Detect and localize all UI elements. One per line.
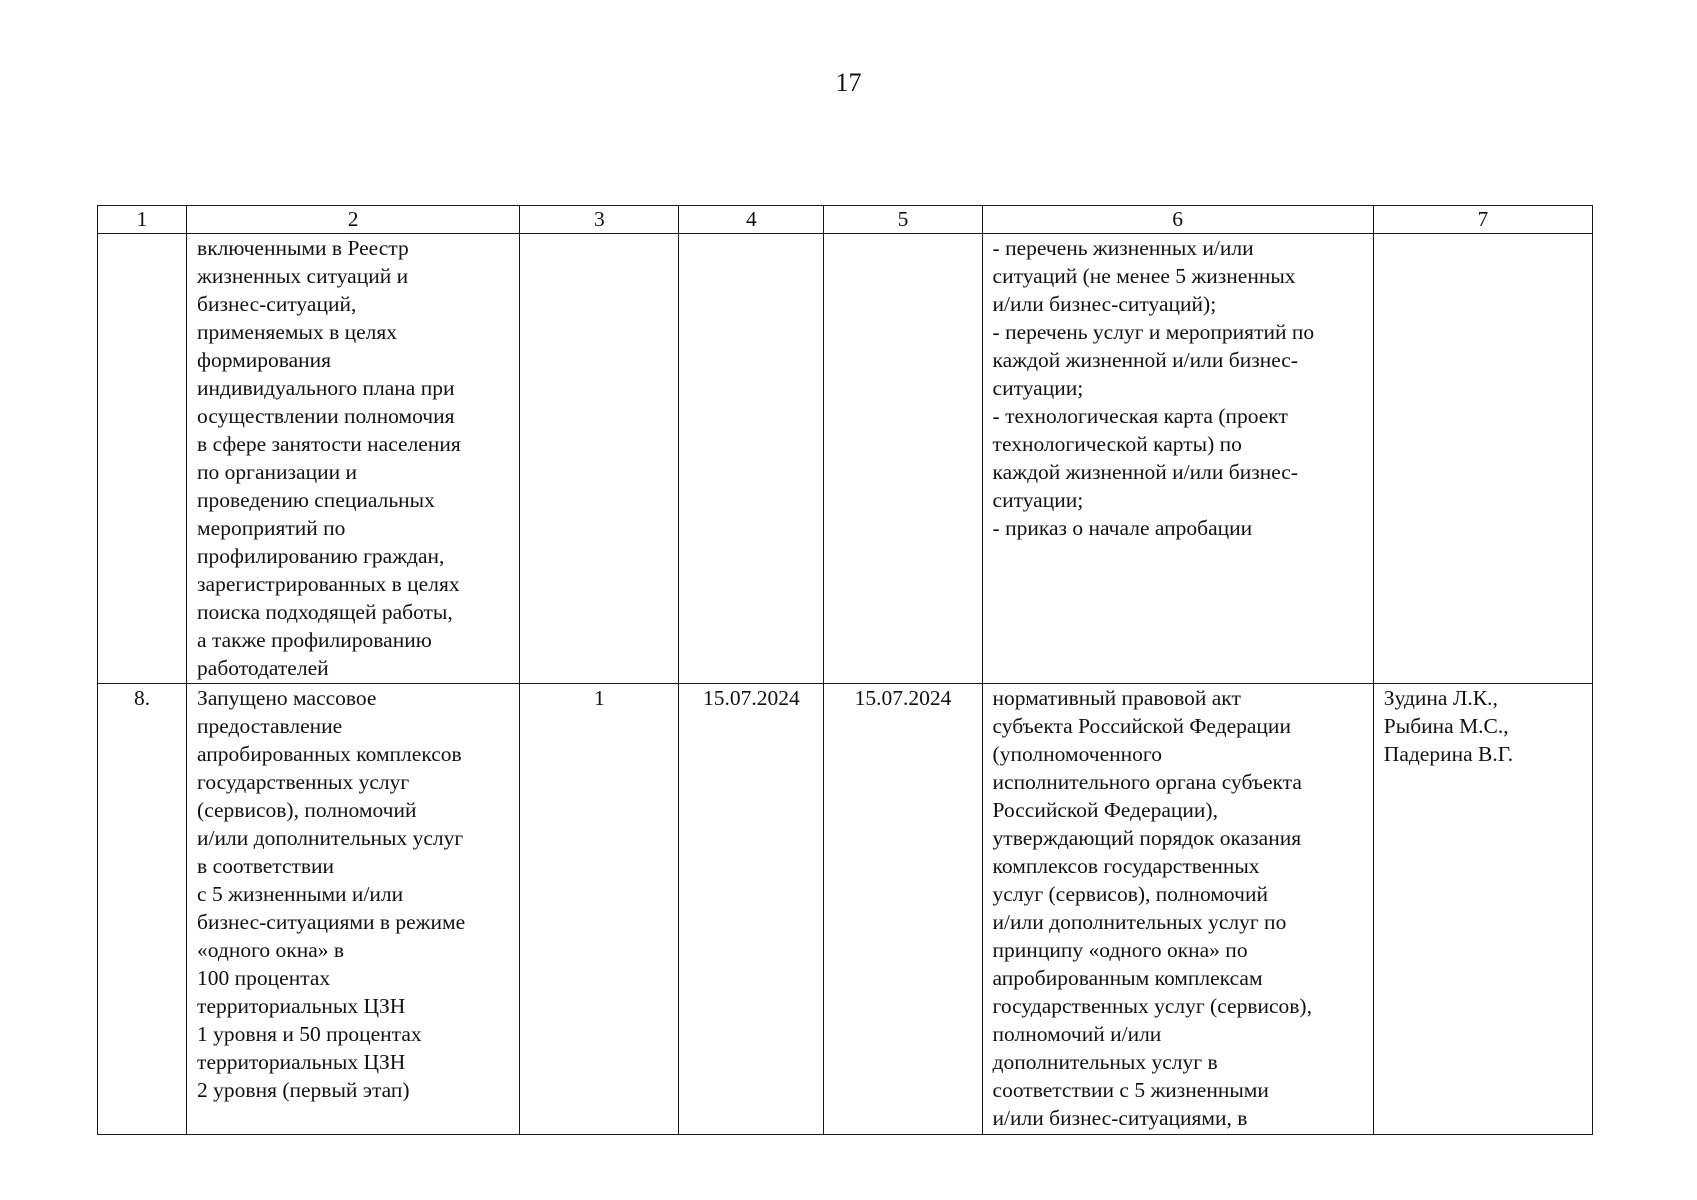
responsible-cell	[1373, 234, 1592, 684]
result-text-line: и/или бизнес-ситуаций);	[992, 292, 1217, 316]
event-text-line: профилированию граждан,	[197, 544, 445, 568]
result-text-line: соответствии с 5 жизненными	[992, 1078, 1269, 1102]
event-text-line: Запущено массовое	[197, 686, 377, 710]
event-text-line: формирования	[197, 348, 332, 372]
event-text-line: территориальных ЦЗН	[197, 994, 406, 1018]
result-text-line: государственных услуг (сервисов),	[992, 994, 1312, 1018]
event-text-line: государственных услуг	[197, 770, 410, 794]
column-header-6: 6	[982, 206, 1373, 234]
event-text-line: мероприятий по	[197, 516, 346, 540]
result-text-line: технологической карты) по	[992, 432, 1242, 456]
column-header-1: 1	[98, 206, 187, 234]
event-text-line: бизнес-ситуациями в режиме	[197, 910, 466, 934]
responsible-cell	[1373, 684, 1592, 1135]
result-text-line: ситуации;	[992, 376, 1084, 400]
page-number: 17	[835, 68, 862, 97]
event-text-line: апробированных комплексов	[197, 742, 462, 766]
event-text-line: работодателей	[197, 656, 329, 680]
level-value: 1	[593, 686, 605, 710]
header-row	[98, 206, 1593, 234]
table-row	[98, 234, 1593, 684]
responsible-person: Падерина В.Г.	[1383, 742, 1514, 766]
result-text-line: (уполномоченного	[992, 742, 1162, 766]
row-number: 8.	[133, 686, 151, 710]
event-text-line: в сфере занятости населения	[197, 432, 461, 456]
event-text-line: (сервисов), полномочий	[197, 798, 417, 822]
result-text-line: нормативный правовой акт	[992, 686, 1241, 710]
responsible-person: Зудина Л.К.,	[1383, 686, 1498, 710]
result-text-line: - перечень жизненных и/или	[992, 236, 1254, 260]
event-text-line: поиска подходящей работы,	[197, 600, 453, 624]
event-text-line: жизненных ситуаций и	[197, 264, 409, 288]
result-cell	[982, 684, 1373, 1135]
start-date-cell	[679, 234, 824, 684]
column-header-4: 4	[679, 206, 824, 234]
event-text-line: индивидуального плана при	[197, 376, 455, 400]
result-text-line: исполнительного органа субъекта	[992, 770, 1302, 794]
event-text-line: бизнес-ситуаций,	[197, 292, 357, 316]
result-text-line: полномочий и/или	[992, 1022, 1162, 1046]
result-text-line: каждой жизненной и/или бизнес-	[992, 460, 1298, 484]
column-header-2: 2	[187, 206, 520, 234]
event-text-line: территориальных ЦЗН	[197, 1050, 406, 1074]
end-date-cell	[824, 684, 982, 1135]
event-text-line: осуществлении полномочия	[197, 404, 455, 428]
result-text-line: Российской Федерации),	[992, 798, 1218, 822]
result-text-line: и/или дополнительных услуг по	[992, 910, 1287, 934]
event-text-line: а также профилированию	[197, 628, 432, 652]
plan-table	[97, 205, 1593, 1135]
event-text-line: по организации и	[197, 460, 357, 484]
column-header-7: 7	[1373, 206, 1592, 234]
result-text-line: апробированным комплексам	[992, 966, 1263, 990]
start-date: 15.07.2024	[703, 686, 800, 710]
row-number-cell	[98, 234, 187, 684]
column-header-5: 5	[824, 206, 982, 234]
event-text-line: и/или дополнительных услуг	[197, 826, 464, 850]
result-text-line: принципу «одного окна» по	[992, 938, 1248, 962]
result-cell	[982, 234, 1373, 684]
event-text-line: проведению специальных	[197, 488, 435, 512]
responsible-person: Рыбина М.С.,	[1383, 714, 1509, 738]
row-number-cell	[98, 684, 187, 1135]
result-text-line: каждой жизненной и/или бизнес-	[992, 348, 1298, 372]
event-text-line: 100 процентах	[197, 966, 331, 990]
table-row	[98, 684, 1593, 1135]
level-cell	[520, 684, 679, 1135]
event-text-line: «одного окна» в	[197, 938, 345, 962]
start-date-cell	[679, 684, 824, 1135]
event-text-line: с 5 жизненными и/или	[197, 882, 404, 906]
event-cell	[187, 234, 520, 684]
result-text-line: ситуаций (не менее 5 жизненных	[992, 264, 1296, 288]
event-text-line: предоставление	[197, 714, 343, 738]
end-date-cell	[824, 234, 982, 684]
result-text-line: - приказ о начале апробации	[992, 516, 1253, 540]
result-text-line: субъекта Российской Федерации	[992, 714, 1291, 738]
event-cell	[187, 684, 520, 1135]
event-text-line: применяемых в целях	[197, 320, 398, 344]
result-text-line: дополнительных услуг в	[992, 1050, 1218, 1074]
end-date: 15.07.2024	[854, 686, 952, 710]
result-text-line: услуг (сервисов), полномочий	[992, 882, 1268, 906]
result-text-line: и/или бизнес-ситуациями, в	[992, 1106, 1248, 1130]
result-text-line: - технологическая карта (проект	[992, 404, 1288, 428]
event-text-line: 2 уровня (первый этап)	[197, 1078, 410, 1102]
event-text-line: 1 уровня и 50 процентах	[197, 1022, 422, 1046]
event-text-line: в соответствии	[197, 854, 335, 878]
result-text-line: ситуации;	[992, 488, 1084, 512]
result-text-line: - перечень услуг и мероприятий по	[992, 320, 1315, 344]
level-cell	[520, 234, 679, 684]
column-header-3: 3	[520, 206, 679, 234]
result-text-line: комплексов государственных	[992, 854, 1260, 878]
event-text-line: включенными в Реестр	[197, 236, 409, 260]
result-text-line: утверждающий порядок оказания	[992, 826, 1302, 850]
event-text-line: зарегистрированных в целях	[197, 572, 460, 596]
